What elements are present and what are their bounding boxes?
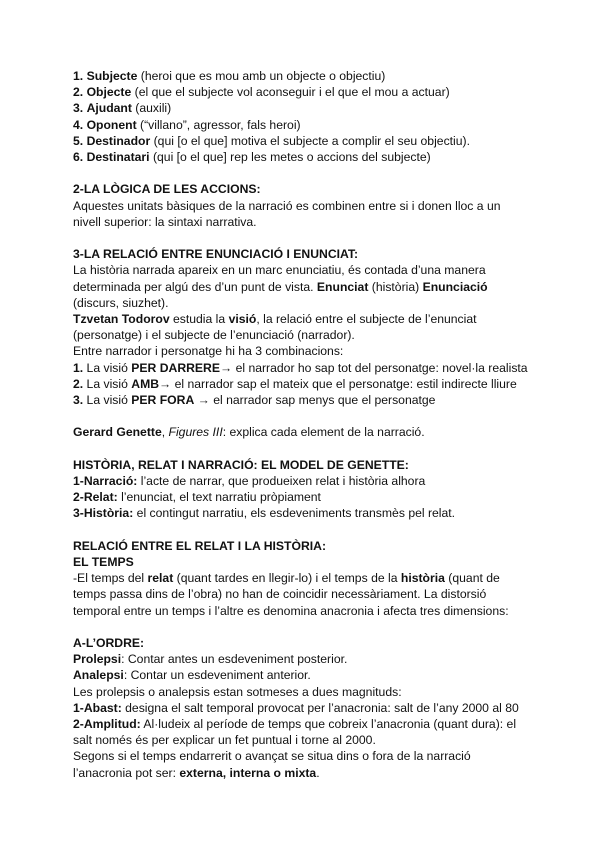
role-item (73, 117, 543, 133)
paragraph-line: temps passa dins de l’obra) no han de coincidir necessàriament. La distorsió (73, 587, 487, 602)
combination-item (73, 376, 543, 392)
author-name: Gerard Genette (73, 425, 162, 440)
text-run: , la relació entre el subjecte de l’enunciat (256, 312, 477, 327)
combination-number: 3. (73, 393, 84, 408)
text-run: La visió (83, 393, 132, 408)
role-item (73, 133, 543, 149)
bold-term: Analepsi (73, 668, 124, 683)
definition-item (73, 489, 543, 505)
role-number: 5. (73, 133, 84, 148)
spacer (73, 522, 543, 538)
paragraph-line (73, 570, 543, 586)
role-term: Ajudant (86, 101, 132, 116)
role-desc: (qui [o el que] rep les metes o accions del subjecte) (149, 150, 431, 165)
role-item (73, 149, 543, 165)
definition-item (73, 651, 543, 667)
section-heading: 3-LA RELACIÓ ENTRE ENUNCIACIÓ I ENUNCIAT: (73, 247, 359, 262)
role-term: Destinador (86, 133, 151, 148)
definition-item (73, 700, 543, 716)
role-desc: (heroi que es mou amb un objecte o objectiu) (137, 69, 386, 83)
bold-term: 1-Narració: (73, 474, 138, 489)
text-run: → el narrador sap el mateix que el personatge: estil indirecte lliure (159, 376, 517, 391)
paragraph-line: nivell superior: la sintaxi narrativa. (73, 214, 257, 229)
text-run: l’acte de narrar, que produeixen relat i història alhora (137, 474, 426, 489)
text-run: el contingut narratiu, els esdeveniments transmès pel relat. (133, 506, 456, 521)
bold-term: 2-Relat: (73, 490, 118, 505)
bold-term: PER FORA (131, 393, 195, 408)
definition-item (73, 667, 543, 683)
text-run: determinada per algú des d’un punt de vista. (73, 279, 317, 294)
text-run: designa el salt temporal provocat per l’anacronia: salt de l’any 2000 al 80 (121, 700, 519, 715)
bold-term: història (400, 571, 445, 586)
text-run: → el narrador ho sap tot del personatge: novel·la realista (220, 360, 528, 375)
paragraph-line: Aquestes unitats bàsiques de la narració es combinen entre si i donen lloc a un (73, 198, 501, 213)
spacer (73, 230, 543, 246)
text-run: : Contar antes un esdeveniment posterior. (121, 652, 348, 667)
spacer (73, 619, 543, 635)
bold-term: PER DARRERE (131, 360, 220, 375)
combination-number: 1. (73, 360, 84, 375)
role-desc: (qui [o el que] motiva el subjecte a complir el seu objectiu). (150, 133, 470, 148)
text-run: La visió (83, 376, 132, 391)
role-desc: (auxili) (131, 101, 172, 116)
role-term: Objecte (86, 85, 132, 100)
paragraph-line (73, 279, 543, 295)
text-run: , (161, 425, 169, 440)
paragraph-line: (discurs, siuzhet). (73, 295, 169, 310)
role-item (73, 68, 543, 84)
role-item (73, 84, 543, 100)
spacer (73, 408, 543, 424)
text-run: (quant tardes en llegir-lo) i el temps de la (173, 571, 401, 586)
roles-list (73, 68, 543, 165)
bold-term: Enunciat (316, 279, 369, 294)
definition-item (73, 716, 543, 732)
paragraph-line: (personatge) i el subjecte de l’enunciació (narrador). (73, 328, 355, 343)
paragraph-line: Entre narrador i personatge hi ha 3 combinacions: (73, 344, 344, 359)
role-term: Oponent (86, 117, 137, 132)
paragraph-line (73, 311, 543, 327)
paragraph-line: salt només és per explicar un fet puntual i torne al 2000. (73, 733, 376, 748)
role-term: Destinatari (86, 150, 150, 165)
text-run: estudia la (169, 312, 229, 327)
text-run: -El temps del (73, 571, 148, 586)
document-page (73, 68, 543, 781)
role-number: 2. (73, 85, 84, 100)
role-number: 6. (73, 150, 84, 165)
paragraph-line: Segons si el temps endarrerit o avançat se situa dins o fora de la narració (73, 749, 471, 764)
bold-term: relat (147, 571, 174, 586)
combination-item (73, 360, 543, 376)
role-number: 4. (73, 117, 84, 132)
text-run: l’anacronia pot ser: (73, 765, 180, 780)
text-run: (quant de (444, 571, 500, 586)
bold-term: 3-Història: (73, 506, 134, 521)
paragraph-line: Les prolepsis o analepsis estan sotmeses a dues magnituds: (73, 684, 402, 699)
role-desc: (el que el subjecte vol aconseguir i el que el mou a actuar) (131, 85, 450, 100)
section-heading: 2-LA LÒGICA DE LES ACCIONS: (73, 182, 261, 197)
role-number: 3. (73, 101, 84, 116)
bold-term: 1-Abast: (73, 700, 122, 715)
text-run: l’enunciat, el text narratiu pròpiament (117, 490, 321, 505)
bold-term: Prolepsi (73, 652, 122, 667)
role-number: 1. (73, 69, 84, 83)
definition-item (73, 473, 543, 489)
combination-number: 2. (73, 376, 84, 391)
text-run: : explica cada element de la narració. (222, 425, 425, 440)
role-term: Subjecte (86, 69, 138, 83)
combination-item (73, 392, 543, 408)
genette-line (73, 424, 543, 440)
section-subheading: EL TEMPS (73, 555, 134, 570)
bold-term: Enunciació (422, 279, 488, 294)
work-title: Figures III (168, 425, 223, 440)
text-run: La visió (83, 360, 132, 375)
bold-term: 2-Amplitud: (73, 717, 141, 732)
text-run: (història) (368, 279, 423, 294)
text-run: . (316, 765, 320, 780)
spacer (73, 441, 543, 457)
role-item (73, 100, 543, 116)
section-heading: HISTÒRIA, RELAT I NARRACIÓ: EL MODEL DE GENETTE: (73, 457, 409, 472)
bold-term: AMB (131, 376, 160, 391)
paragraph-line: La història narrada apareix en un marc enunciatiu, és contada d’una manera (73, 263, 486, 278)
paragraph-line (73, 765, 543, 781)
text-run: → el narrador sap menys que el personatge (194, 393, 436, 408)
section-heading: RELACIÓ ENTRE EL RELAT I LA HISTÒRIA: (73, 538, 327, 553)
definition-item (73, 505, 543, 521)
section-heading: A-L’ORDRE: (73, 636, 145, 651)
bold-term: visió (228, 312, 257, 327)
author-name: Tzvetan Todorov (73, 312, 170, 327)
text-run: Al·ludeix al període de temps que cobreix l’anacronia (quant dura): el (140, 717, 517, 732)
spacer (73, 165, 543, 181)
paragraph-line: temporal entre un temps i l’altre es denomina anacronia i afecta tres dimensions: (73, 603, 509, 618)
text-run: : Contar un esdeveniment anterior. (123, 668, 311, 683)
bold-term: externa, interna o mixta (179, 765, 317, 780)
role-desc: (“villano”, agressor, fals heroi) (136, 117, 301, 132)
